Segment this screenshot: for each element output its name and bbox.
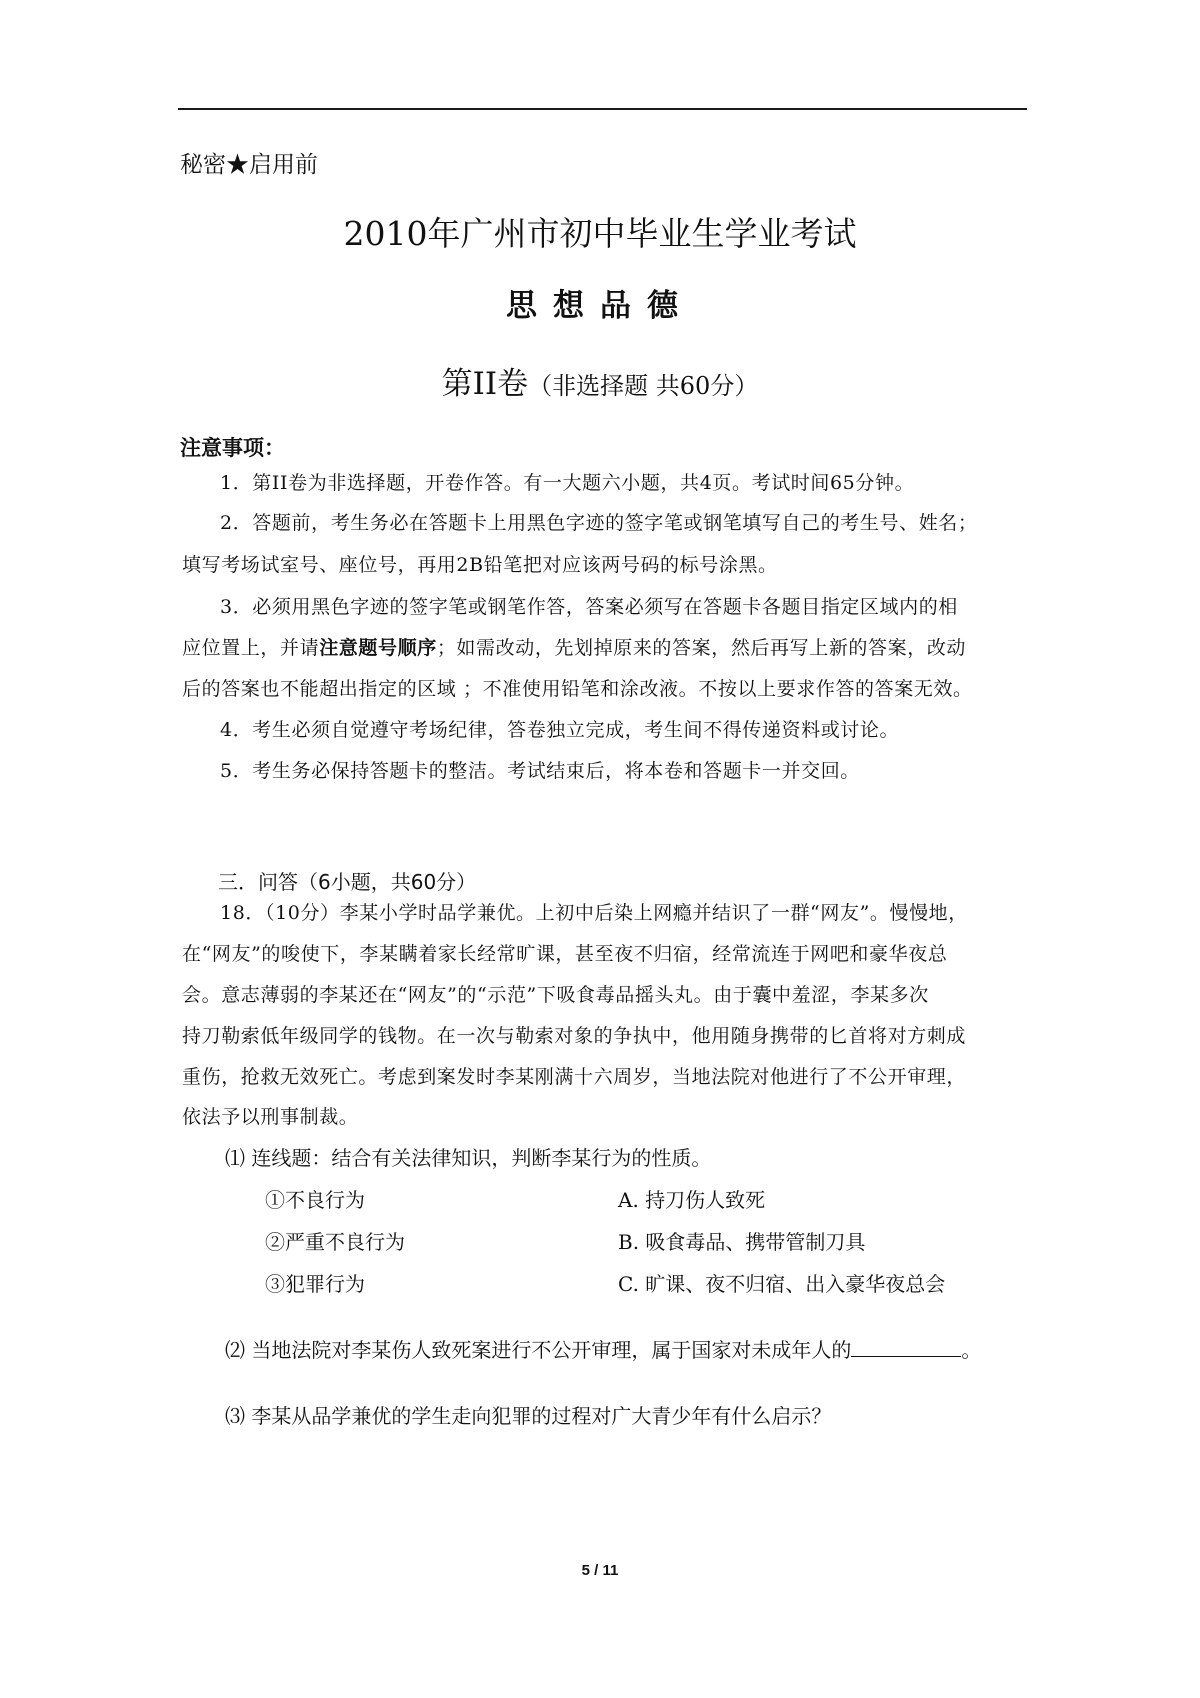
q18-sub3: ⑶ 李某从品学兼优的学生走向犯罪的过程对广大青少年有什么启示？ xyxy=(225,1404,832,1428)
page-number: 5 / 11 xyxy=(581,1562,619,1579)
q18-sub2 xyxy=(225,1334,981,1363)
note-line-2-cont: 填写考场试室号、座位号，再用2B铅笔把对应该两号码的标号涂黑。 xyxy=(182,554,778,576)
left-option-2: ②严重不良行为 xyxy=(265,1230,405,1254)
volume-subtitle: （非选择题 共60分） xyxy=(528,372,759,400)
volume-title xyxy=(0,358,1200,403)
note-line-3-end: 后的答案也不能超出指定的区域 ；不准使用铅笔和涂改液。不按以上要求作答的答案无效。 xyxy=(182,678,973,700)
q18-line-3: 会。意志薄弱的李某还在“网友”的“示范”下吸食毒品摇头丸。由于囊中羞涩，李某多次 xyxy=(182,984,929,1006)
notes-heading: 注意事项： xyxy=(180,436,285,460)
note-line-3-text-b: ；如需改动，先划掉原来的答案，然后再写上新的答案，改动 xyxy=(436,637,967,659)
q18-line-4: 持刀勒索低年级同学的钱物。在一次与勒索对象的争执中，他用随身携带的匕首将对方刺成 xyxy=(182,1025,967,1047)
q18-line-2: 在“网友”的唆使下，李某瞒着家长经常旷课，甚至夜不归宿，经常流连于网吧和豪华夜总 xyxy=(182,943,948,965)
answer-blank xyxy=(851,1338,961,1357)
q18-line-5: 重伤，抢救无效死亡。考虑到案发时李某刚满十六周岁，当地法院对他进行了不公开审理， xyxy=(182,1066,967,1088)
note-line-4: 4．考生必须自觉遵守考场纪律，答卷独立完成，考生间不得传递资料或讨论。 xyxy=(220,719,900,741)
volume-main: 第II卷 xyxy=(441,366,529,402)
left-option-3: ③犯罪行为 xyxy=(265,1272,365,1296)
note-line-3: 3．必须用黑色字迹的签字笔或钢笔作答，答案必须写在答题卡各题目指定区域内的相 xyxy=(220,596,958,618)
note-line-3-text-a: 应位置上，并请 xyxy=(182,637,320,659)
secret-mark: 秘密★启用前 xyxy=(180,152,318,178)
note-line-2: 2．答题前，考生务必在答题卡上用黑色字迹的签字笔或钢笔填写自己的考生号、姓名； xyxy=(220,512,978,534)
note-line-5: 5．考生务必保持答题卡的整洁。考试结束后，将本卷和答题卡一并交回。 xyxy=(220,760,860,782)
q18-sub2-text: ⑵ 当地法院对李某伤人致死案进行不公开审理，属于国家对未成年人的 xyxy=(225,1338,852,1362)
note-line-3-cont xyxy=(182,633,966,660)
header-rule xyxy=(178,108,1027,110)
left-option-1: ①不良行为 xyxy=(265,1188,365,1212)
note-emphasis: 注意题号顺序 xyxy=(319,637,437,659)
exam-title: 2010年广州市初中毕业生学业考试 xyxy=(343,214,857,253)
q18-line-1: 18．（10分）李某小学时品学兼优。上初中后染上网瘾并结识了一群“网友”。慢慢地， xyxy=(220,902,968,924)
q18-line-6: 依法予以刑事制裁。 xyxy=(182,1106,359,1128)
right-option-a: A. 持刀伤人致死 xyxy=(618,1188,766,1212)
right-option-c: C. 旷课、夜不归宿、出入豪华夜总会 xyxy=(618,1272,946,1296)
section-heading: 三．问答（6小题，共60分） xyxy=(218,870,477,894)
subject-title: 思想品德 xyxy=(506,288,694,324)
q18-sub2-end: 。 xyxy=(961,1338,982,1362)
note-line-1: 1．第II卷为非选择题，开卷作答。有一大题六小题，共4页。考试时间65分钟。 xyxy=(220,472,915,494)
q18-sub1: ⑴ 连线题：结合有关法律知识，判断李某行为的性质。 xyxy=(225,1146,712,1170)
right-option-b: B. 吸食毒品、携带管制刀具 xyxy=(618,1230,866,1254)
